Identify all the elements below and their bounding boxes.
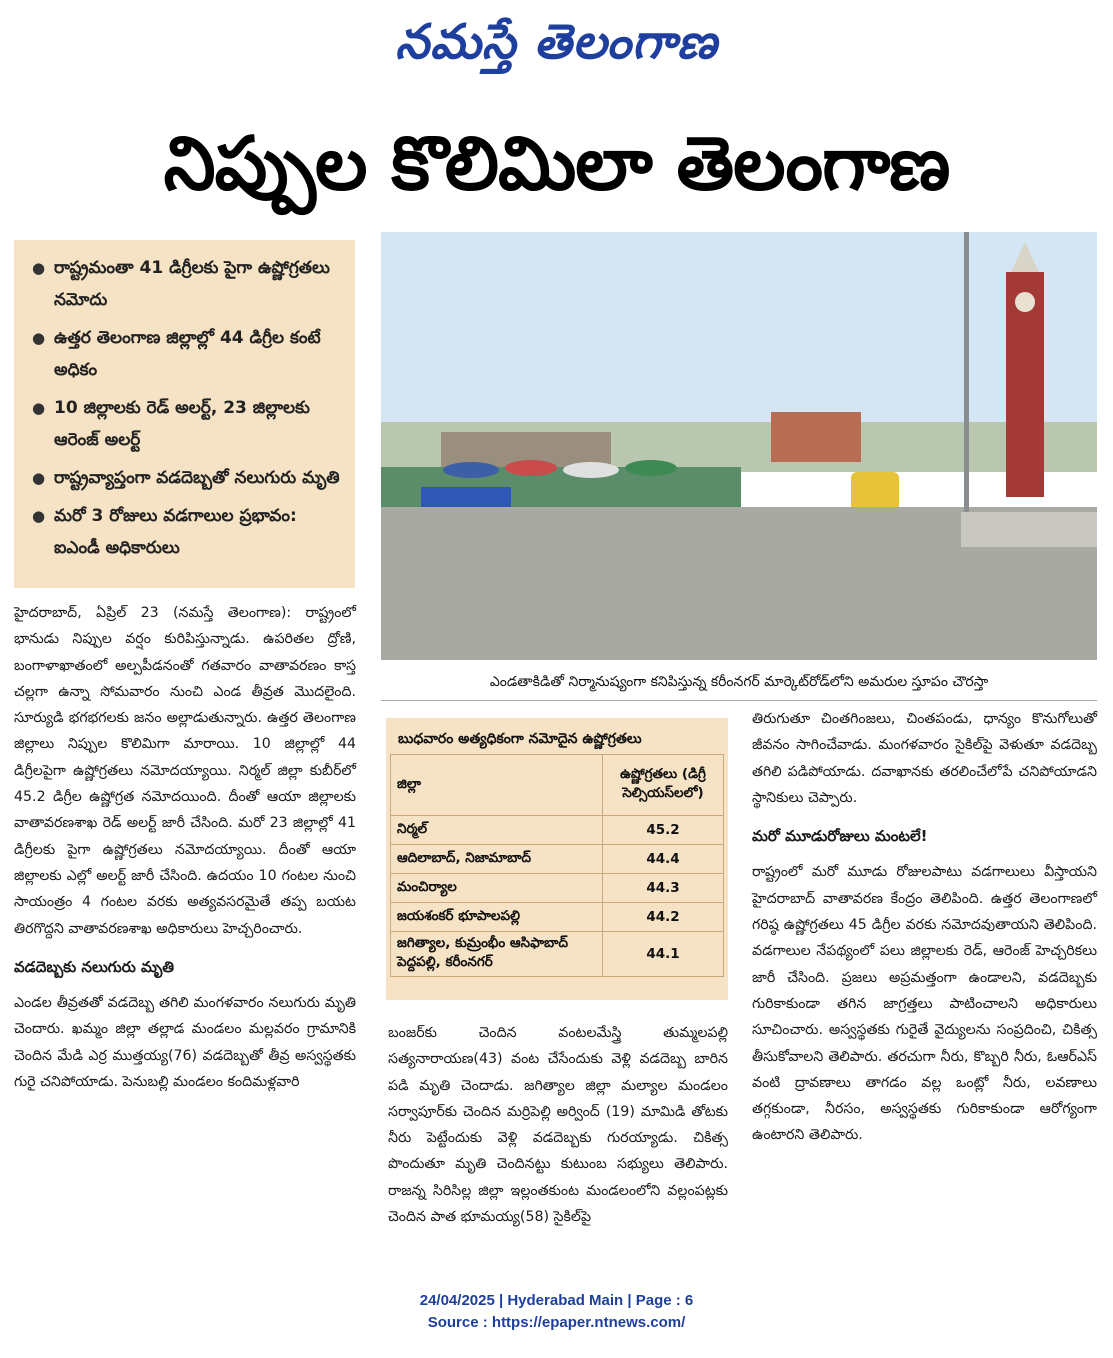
edition-info: 24/04/2025 | Hyderabad Main | Page : 6 — [419, 1292, 694, 1309]
bullet-icon: ● — [32, 469, 46, 487]
highlight-text: మరో 3 రోజులు వడగాలుల ప్రభావం: ఐఎండీ అధికారులు — [54, 506, 297, 558]
bullet-icon: ● — [32, 329, 46, 347]
column-header-temperature: ఉష్ణోగ్రతలు (డిగ్రీ సెల్సియస్‌లలో) — [603, 755, 724, 816]
column-header-district: జిల్లా — [391, 755, 603, 816]
street-scene-illustration — [381, 232, 1097, 660]
highlight-item — [32, 392, 341, 456]
article-column-1 — [14, 600, 356, 1095]
pillar-emblem — [1015, 292, 1035, 312]
temperature-cell: 44.3 — [603, 874, 724, 903]
highlights-box — [14, 240, 355, 588]
photo-caption: ఎండతాకిడితో నిర్మానుష్యంగా కనిపిస్తున్న కరీంనగర్ మార్కెట్‌రోడ్‌లోని అమరుల స్తూపం చౌరస్తా — [381, 664, 1097, 701]
page-headline: నిప్పుల కొలిమిలా తెలంగాణ — [163, 121, 950, 207]
table-row — [391, 816, 724, 845]
article-paragraph: తిరుగుతూ చింతగింజలు, చింతపండు, ధాన్యం కొనుగోలుతో జీవనం సాగించేవాడు. మంగళవారం సైకిల్‌పై వెళుతూ వడదెబ్బ తగిలి పడిపోయాడు. దవాఖానకు తరలించేలోపే చనిపోయాడని స్థానికులు చెప్పారు. — [752, 711, 1097, 806]
source-link[interactable]: Source : https://epaper.ntnews.com/ — [427, 1314, 686, 1331]
temperature-cell: 44.4 — [603, 845, 724, 874]
table-row — [391, 845, 724, 874]
district-cell: జయశంకర్ భూపాలపల్లి — [391, 903, 603, 932]
page-footer — [0, 1290, 1113, 1334]
highlight-text: ఉత్తర తెలంగాణ జిల్లాల్లో 44 డిగ్రీల కంటే అధికం — [54, 328, 321, 380]
temperature-table-box — [386, 718, 728, 1000]
article-column-2 — [388, 1020, 728, 1230]
highlight-item — [32, 500, 341, 564]
highlight-text: రాష్ట్రమంతా 41 డిగ్రీలకు పైగా ఉష్ణోగ్రతలు నమోదు — [54, 258, 330, 310]
district-cell: ఆదిలాబాద్, నిజామాబాద్ — [391, 845, 603, 874]
highlight-item — [32, 252, 341, 316]
district-cell: జగిత్యాల, కుమ్రంభీం ఆసిఫాబాద్ పెద్దపల్లి, కరీంనగర్ — [391, 932, 603, 977]
bullet-icon: ● — [32, 259, 46, 277]
umbrella — [625, 460, 677, 476]
article-paragraph: ఎండల తీవ్రతతో వడదెబ్బ తగిలి మంగళవారం నలుగురు మృతి చెందారు. ఖమ్మం జిల్లా తల్లాడ మండలం మల్లవరం గ్రామానికి చెందిన మేడి ఎర్ర ముత్తయ్య(76) వడదెబ్బతో తీవ్ర అస్వస్థతకు గురై చనిపోయాడు. పెనుబల్లి మండలం కందిమళ్లవారి — [14, 995, 356, 1091]
news-photo — [381, 232, 1097, 660]
district-cell: మంచిర్యాల — [391, 874, 603, 903]
highlight-item — [32, 322, 341, 386]
subheading: వడదెబ్బకు నలుగురు మృతి — [14, 957, 175, 976]
temperature-cell: 44.2 — [603, 903, 724, 932]
table-row — [391, 874, 724, 903]
article-paragraph: రాష్ట్రంలో మరో మూడు రోజులపాటు వడగాలులు వీస్తాయని హైదరాబాద్ వాతావరణ కేంద్రం తెలిపింది. ఉత్తర తెలంగాణలో గరిష్ఠ ఉష్ణోగ్రతలు 45 డిగ్రీల వరకు నమోదవుతాయని తెలిపింది. వడగాలుల నేపథ్యంలో పలు జిల్లాలకు రెడ్, ఆరెంజ్ హెచ్చరికలు జారీ చేసింది. ప్రజలు అప్రమత్తంగా ఉండాలని, వడదెబ్బకు గురికాకుండా తగిన జాగ్రత్తలు పాటించాలని అధికారులు సూచించారు. అస్వస్థతకు గురైతే వైద్యులను సంప్రదించి, చికిత్స తీసుకోవాలని తెలిపారు. తరచుగా నీరు, కొబ్బరి నీరు, ఓఆర్ఎస్ వంటి ద్రావణాలు తాగడం వల్ల ఒంట్లో నీరు, లవణాలు తగ్గకుండా, నీరసం, అస్వస్థతకు గురికాకుండా ఆరోగ్యంగా ఉంటారని తెలిపారు. — [752, 864, 1097, 1144]
umbrella — [443, 462, 499, 478]
monument-base — [961, 512, 1097, 547]
red-building — [771, 412, 861, 462]
light-pole — [964, 232, 969, 512]
highlight-item — [32, 462, 341, 494]
temperature-table — [390, 754, 724, 977]
highlight-text: రాష్ట్రవ్యాప్తంగా వడదెబ్బతో నలుగురు మృతి — [54, 468, 340, 488]
article-paragraph: బంజర్‌కు చెందిన వంటలమేస్త్రి తుమ్మలపల్లి సత్యనారాయణ(43) వంట చేసేందుకు వెళ్లి వడదెబ్బ బారిన పడి మృతి చెందాడు. జగిత్యాల జిల్లా మల్యాల మండలం సర్వాపూర్‌కు చెందిన మర్రిపెల్లి అర్వింద్ (19) మామిడి తోటకు నీరు పెట్టేందుకు వెళ్లి వడదెబ్బకు గురయ్యాడు. చికిత్స పొందుతూ మృతి చెందినట్టు కుటుంబ సభ్యులు తెలిపారు. రాజన్న సిరిసిల్ల జిల్లా ఇల్లంతకుంట మండలంలోని వల్లంపట్లకు చెందిన పాత భూమయ్య(58) సైకిల్‌పై — [388, 1025, 728, 1226]
district-cell: నిర్మల్ — [391, 816, 603, 845]
bullet-icon: ● — [32, 399, 46, 417]
table-row — [391, 903, 724, 932]
masthead-logo: నమస్తే తెలంగాణ — [395, 14, 718, 70]
temperature-cell: 44.1 — [603, 932, 724, 977]
bullet-icon: ● — [32, 507, 46, 525]
table-title: బుధవారం అత్యధికంగా నమోదైన ఉష్ణోగ్రతలు — [398, 731, 642, 747]
article-paragraph: హైదరాబాద్, ఏప్రిల్ 23 (నమస్తే తెలంగాణ): రాష్ట్రంలో భానుడు నిప్పుల వర్షం కురిపిస్తున్నాడు. ఉపరితల ద్రోణి, బంగాళాఖాతంలో అల్పపీడనంతో గతవారం వాతావరణం కాస్త చల్లగా ఉన్నా సోమవారం నుంచి ఎండ తీవ్రత మొదలైంది. సూర్యుడి భగభగలకు జనం అల్లాడుతున్నారు. ఉత్తర తెలంగాణ జిల్లాలు నిప్పుల కొలిమిగా మారాయి. 10 జిల్లాల్లో 44 డిగ్రీలపైగా ఉష్ణోగ్రతలు నమోదయ్యాయి. నిర్మల్ జిల్లా కుబీర్‌లో 45.2 డిగ్రీల ఉష్ణోగ్రత నమోదయింది. దీంతో ఆయా జిల్లాలకు వాతావరణశాఖ రెడ్ అలర్ట్ జారీ చేసింది. మరో 23 జిల్లాల్లో 41 డిగ్రీలకు పైగా ఉష్ణోగ్రతలు నమోదయ్యాయి. దీంతో ఆయా జిల్లాలకు ఎల్లో అలర్ట్ జారీ చేసింది. ఉదయం 10 గంటల నుంచి సాయంత్రం 4 గంటల వరకు అత్యవసరమైతే తప్ప బయట తిరగొద్దని వాతావరణశాఖ అధికారులు హెచ్చరించారు. — [14, 605, 356, 937]
umbrella — [505, 460, 557, 476]
highlight-text: 10 జిల్లాలకు రెడ్ అలర్ట్, 23 జిల్లాలకు ఆరెంజ్ అలర్ట్ — [54, 398, 310, 450]
article-column-3 — [752, 706, 1097, 1149]
subheading: మరో మూడురోజులు మంటలే! — [752, 827, 928, 846]
umbrella — [563, 462, 619, 478]
table-row — [391, 932, 724, 977]
table-header-row — [391, 755, 724, 816]
temperature-cell: 45.2 — [603, 816, 724, 845]
